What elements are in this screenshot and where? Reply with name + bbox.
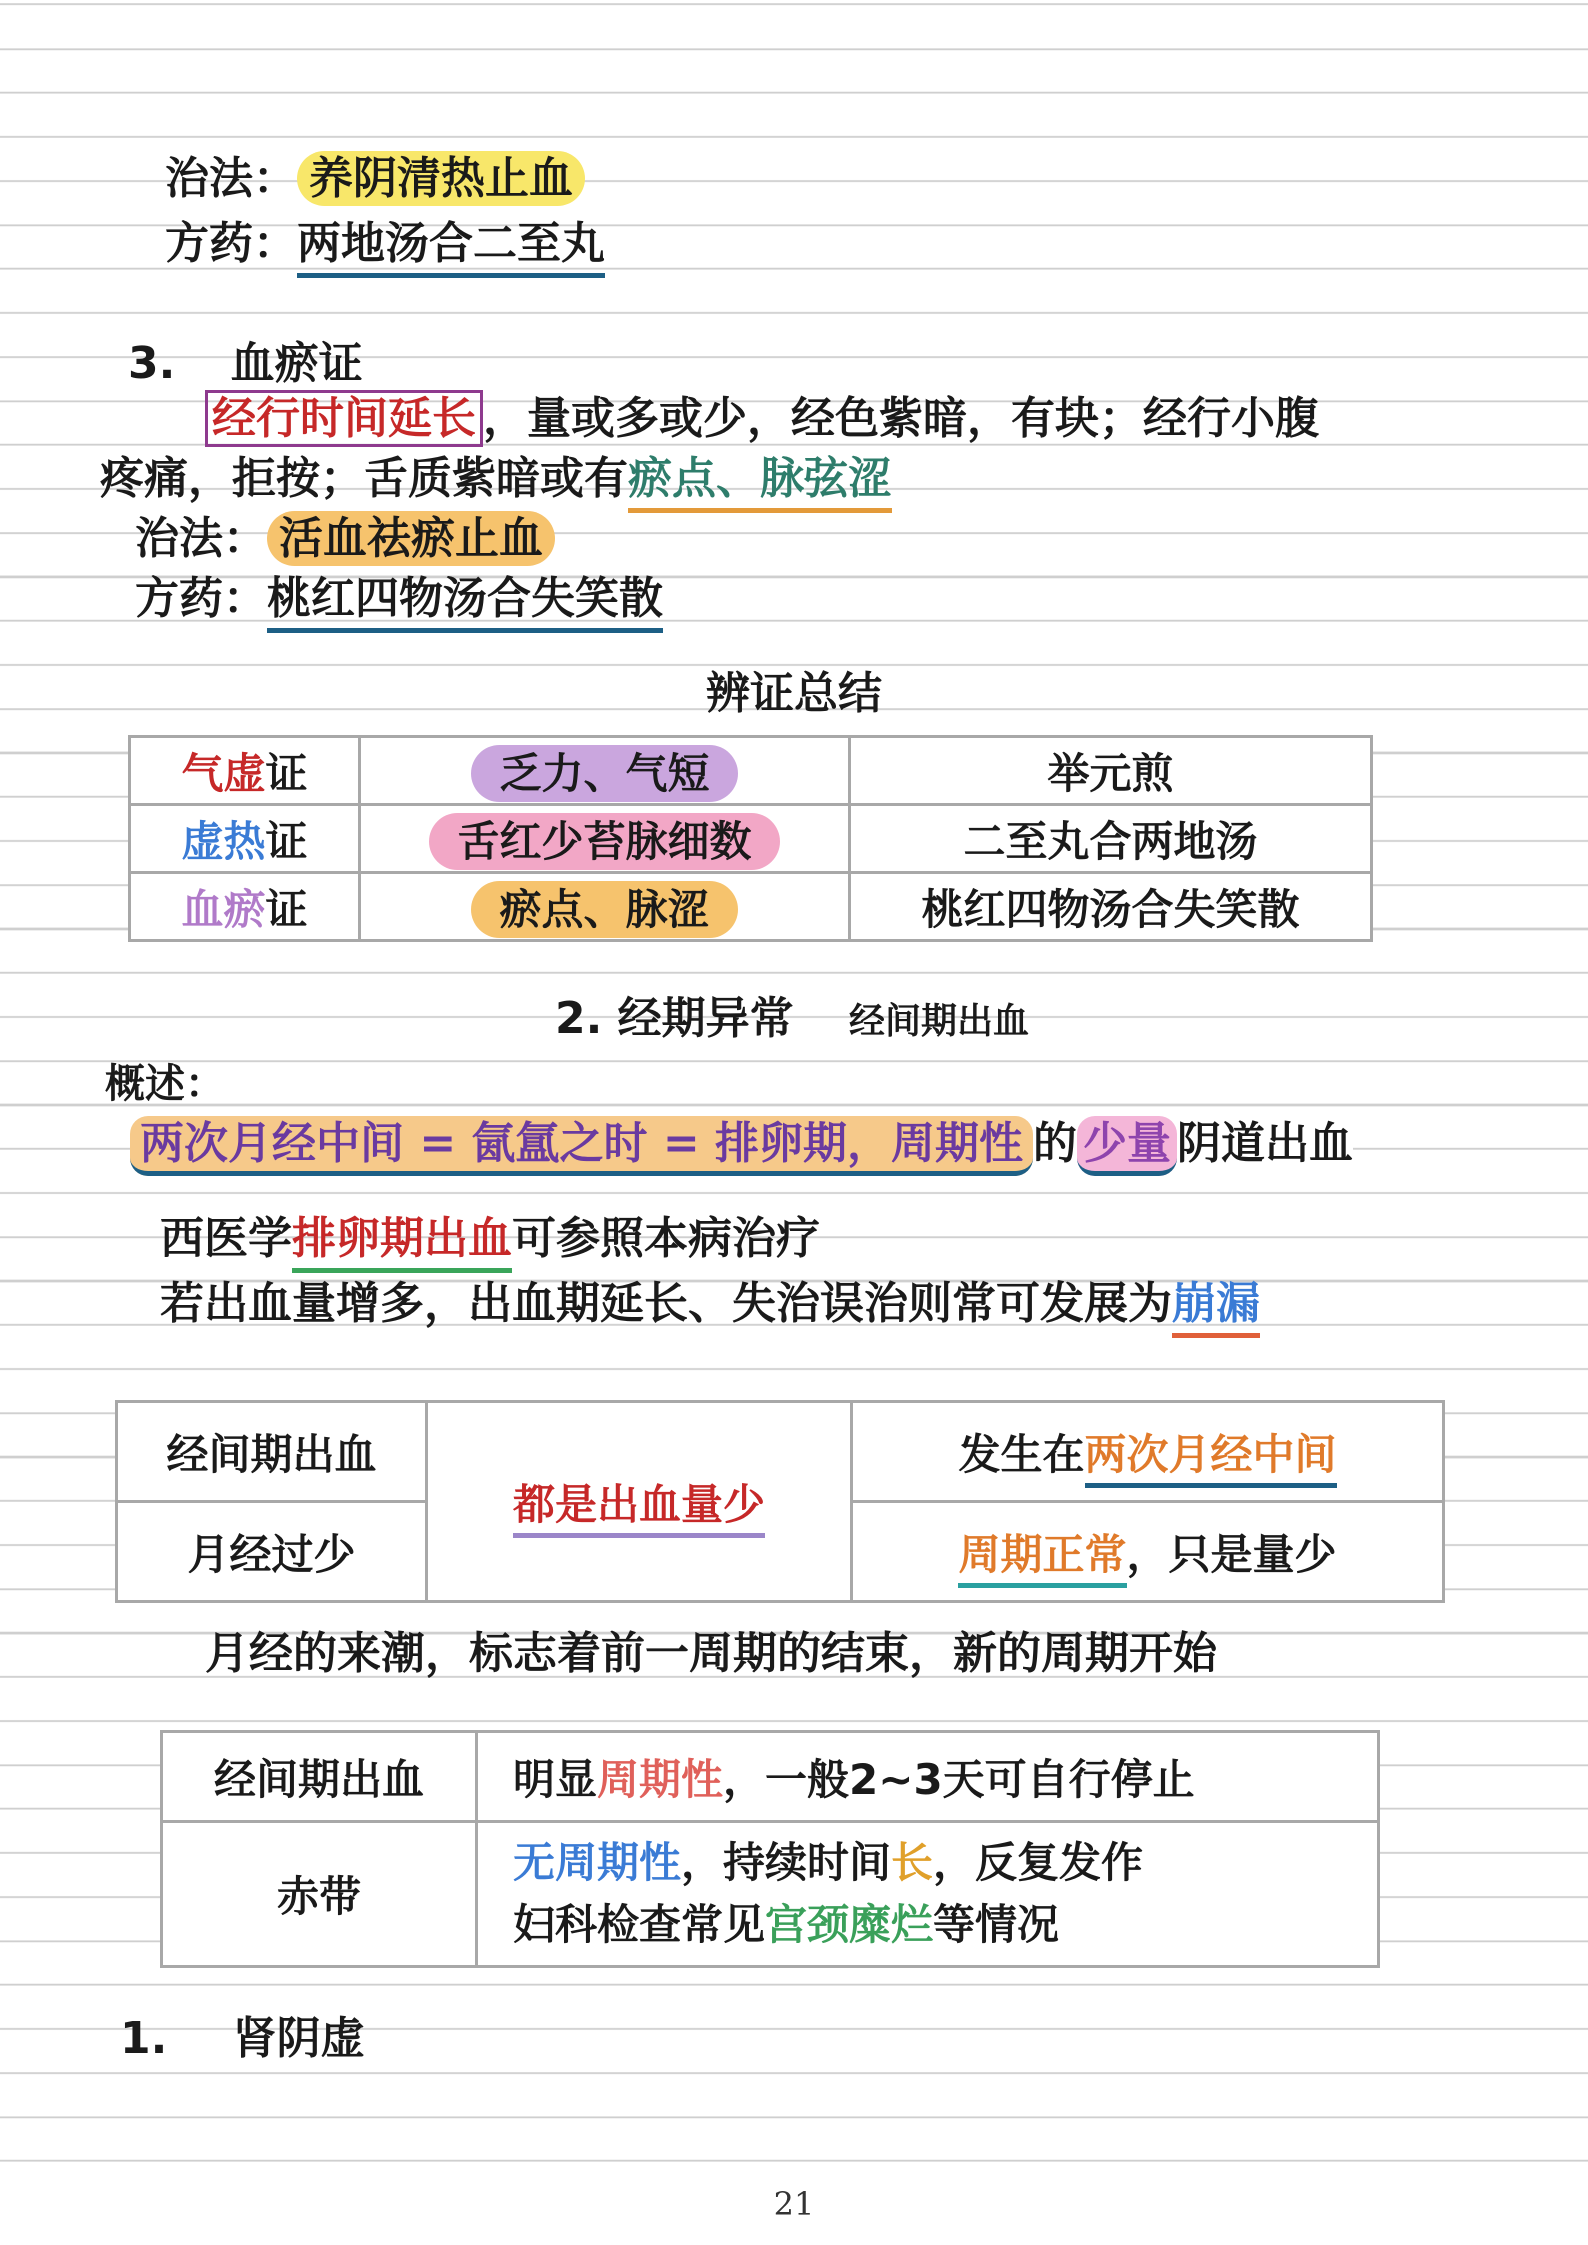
compare2-r2c1: 赤带 [162, 1822, 477, 1967]
section3-symptoms-1 [205, 390, 1319, 448]
note-line: 月经的来潮，标志着前一周期的结束，新的周期开始 [205, 1628, 1217, 1679]
next-heading-text: 肾阴虚 [232, 2013, 365, 2064]
chapter2-heading [555, 990, 1029, 1051]
compare2-r1c2-pre: 明显 [513, 1754, 598, 1804]
type-xure: 虚热 [181, 816, 266, 866]
western-post: 可参照本病治疗 [512, 1213, 820, 1264]
summary-cell-sign [360, 737, 850, 805]
chapter2-subtitle: 经间期出血 [848, 1001, 1029, 1042]
formula-underlined-3: 桃红四物汤合失笑散 [267, 573, 663, 633]
compare2-r2c2 [477, 1822, 1379, 1967]
summary-row [130, 873, 1372, 941]
summary-cell-sign [360, 873, 850, 941]
compare-table-1 [115, 1400, 1445, 1603]
compare2-r3c2-post: 等情况 [933, 1900, 1060, 1949]
definition-highlight: 两次月经中间 = 氤氲之时 = 排卵期，周期性 [130, 1116, 1033, 1176]
summary-title: 辨证总结 [706, 668, 882, 719]
definition-de: 的 [1033, 1118, 1078, 1169]
formula-underlined: 两地汤合二至丸 [297, 218, 605, 278]
summary-cell-type [130, 737, 360, 805]
compare2-r2c2-post: ，反复发作 [933, 1838, 1144, 1887]
compare2-r2c2-mid: ，持续时间 [681, 1838, 892, 1887]
formula-label: 方药： [165, 218, 297, 269]
section3-num: 3. [128, 338, 176, 389]
compare1-r1c3-hl: 两次月经中间 [1085, 1430, 1337, 1488]
compare2-r3c2-pre: 妇科检查常见 [513, 1900, 766, 1949]
method-line-3 [135, 510, 555, 568]
compare1-r2c3-post: ，只是量少 [1126, 1529, 1337, 1579]
formula-label-3: 方药： [135, 573, 267, 624]
sign-pill: 瘀点、脉涩 [471, 881, 737, 938]
type-suffix: 证 [265, 748, 308, 798]
western-pre: 西医学 [160, 1213, 292, 1264]
formula-line-3 [135, 570, 663, 628]
symptom-rest-1: ，量或多或少，经色紫暗，有块；经行小腹 [483, 393, 1319, 444]
compare1-r2c1: 月经过少 [117, 1502, 427, 1602]
western-highlight: 排卵期出血 [292, 1213, 512, 1273]
next-heading [120, 2010, 365, 2068]
chapter2-title: 2. 经期异常 [555, 993, 794, 1044]
compare2-r1c1: 经间期出血 [162, 1732, 477, 1822]
symptom-highlight: 经行时间延长 [205, 390, 483, 447]
overview-label: 概述： [105, 1061, 225, 1107]
summary-cell-type [130, 805, 360, 873]
formula-line-1 [165, 215, 605, 273]
compare2-r1c2-post: ，一般2~3天可自行停止 [723, 1754, 1195, 1804]
definition-end: 阴道出血 [1177, 1118, 1354, 1169]
compare2-row [162, 1822, 1379, 1967]
method-label-3: 治法： [135, 513, 267, 564]
risk-pre: 若出血量增多，出血期延长、失治误治则常可发展为 [160, 1278, 1172, 1329]
sign-pill: 舌红少苔脉细数 [429, 813, 779, 870]
summary-cell-type [130, 873, 360, 941]
western-line [160, 1210, 820, 1268]
summary-table [128, 735, 1373, 942]
risk-line [160, 1275, 1260, 1333]
section3-title: 血瘀证 [230, 338, 363, 389]
section3-heading [128, 335, 363, 393]
summary-cell-formula: 二至丸合两地汤 [850, 805, 1372, 873]
type-qixu: 气虚 [181, 748, 266, 798]
method-line-1 [165, 150, 585, 208]
definition-line [130, 1115, 1353, 1173]
symptom-highlight-2: 瘀点、脉弦涩 [628, 453, 892, 513]
sign-pill: 乏力、气短 [471, 745, 737, 802]
method-highlight: 养阴清热止血 [297, 151, 585, 206]
compare2-r2c2-hl2: 长 [891, 1838, 934, 1887]
compare1-r1c3 [852, 1402, 1444, 1502]
type-suffix: 证 [265, 816, 308, 866]
compare1-row [117, 1402, 1444, 1502]
compare2-r3c2-hl: 宫颈糜烂 [765, 1900, 934, 1949]
compare1-r1c1: 经间期出血 [117, 1402, 427, 1502]
type-xueyu: 血瘀 [181, 884, 266, 934]
summary-row [130, 737, 1372, 805]
compare1-mid [427, 1402, 852, 1602]
method-label: 治法： [165, 153, 297, 204]
compare2-row [162, 1732, 1379, 1822]
compare1-r2c3-hl: 周期正常 [958, 1530, 1126, 1588]
compare2-r1c2-hl: 周期性 [597, 1754, 724, 1804]
next-heading-num: 1. [120, 2013, 168, 2064]
compare2-r1c2 [477, 1732, 1379, 1822]
risk-highlight: 崩漏 [1172, 1278, 1260, 1338]
page-number: 21 [0, 2185, 1588, 2223]
symptom-rest-2: 疼痛，拒按；舌质紫暗或有 [100, 453, 628, 504]
compare-table-2 [160, 1730, 1380, 1968]
method-highlight-3: 活血祛瘀止血 [267, 511, 555, 566]
section3-symptoms-2 [100, 450, 892, 508]
summary-row [130, 805, 1372, 873]
summary-cell-formula: 桃红四物汤合失笑散 [850, 873, 1372, 941]
type-suffix: 证 [265, 884, 308, 934]
compare1-r1c3-pre: 发生在 [958, 1429, 1085, 1479]
compare2-r2c2-hl1: 无周期性 [513, 1838, 682, 1887]
compare1-mid-text: 都是出血量少 [513, 1480, 765, 1538]
definition-small-amount: 少量 [1077, 1116, 1177, 1176]
summary-cell-sign [360, 805, 850, 873]
compare1-r2c3 [852, 1502, 1444, 1602]
summary-cell-formula: 举元煎 [850, 737, 1372, 805]
